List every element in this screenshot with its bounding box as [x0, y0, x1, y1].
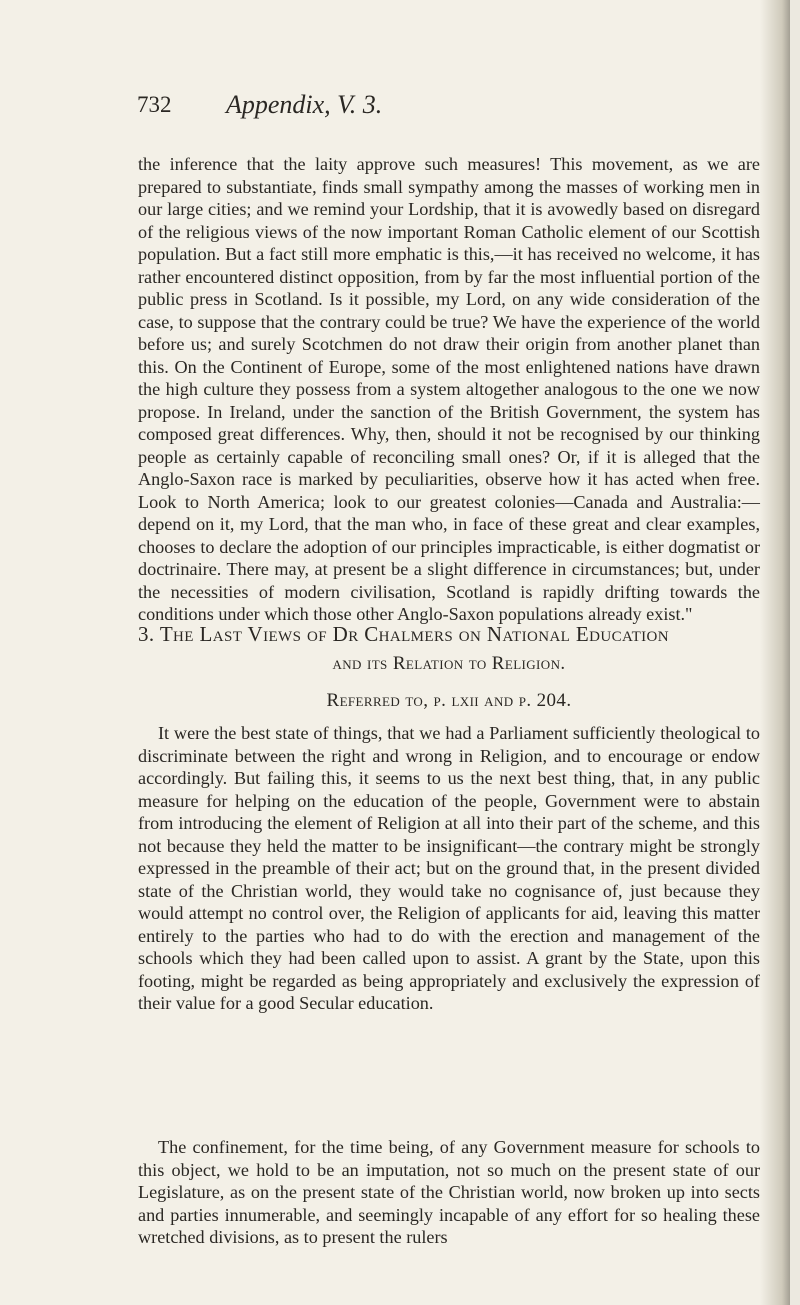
paragraph: [138, 1136, 760, 1249]
paragraph-text: the inference that the laity approve such measures! This movement, as we are prepared to substantiate, finds small sympathy among the masses of working men in our large cities; and we remind your Lordship, that it is avowedly based on disregard of the religious views of the now important Roman Catholic element of our Scottish population. But a fact still more emphatic is this,—it has received no welcome, it has rather encountered distinct opposition, from by far the most influential portion of the public press in Scotland. Is it possible, my Lord, on any wide consideration of the case, to suppose that the contrary could be true? We have the experience of the world before us; and surely Scotchmen do not draw their origin from another planet than this. On the Continent of Europe, some of the most enlightened nations have drawn the high culture they possess from a system altogether analogous to the one we now propose. In Ireland, under the sanction of the British Government, the system has composed great differences. Why, then, should it not be recognised by our thinking people as certainly capable of reconciling small ones? Or, if it is alleged that the Anglo-Saxon race is marked by peculiarities, observe how it has acted when free. Look to North America; look to our greatest colonies—Canada and Australia:—depend on it, my Lord, that the man who, in face of these great and clear examples, chooses to declare the adoption of our principles impracticable, is either dogmatist or doctrinaire. There may, at present be a slight difference in circumstances; but, under the necessities of modern civilisation, Scotland is rapidly drifting towards the conditions under which those other Anglo-Saxon populations already exist.": [138, 154, 760, 624]
section-reference: Referred to, p. lxii and p. 204.: [326, 690, 572, 711]
section-title-continued: and its Relation to Religion.: [332, 653, 566, 674]
page-number: 732: [137, 92, 172, 117]
paragraph-text: It were the best state of things, that we had a Parliament sufficiently theological to discriminate between the right and wrong in Religion, and to encourage or endow accordingly. But failing this, it seems to us the next best thing, that, in any public measure for helping on the education of the people, Government were to abstain from introducing the element of Religion at all into their part of the scheme, and this not because they held the matter to be insignificant—the contrary might be strongly expressed in the preamble of their act; but on the ground that, in the present divided state of the Christian world, they would take no cognisance of, just because they would attempt no control over, the Religion of applicants for aid, leaving this matter entirely to the parties who had to do with the erection and management of the schools which they had been called upon to assist. A grant by the State, upon this footing, might be regarded as being appropriately and exclusively the expression of their value for a good Secular education.: [138, 723, 760, 1013]
paragraph: [138, 722, 760, 1015]
running-title: Appendix, V. 3.: [226, 90, 383, 119]
section-title: 3. The Last Views of Dr Chalmers on National Education: [138, 622, 669, 646]
page-edge: [790, 0, 800, 1305]
paragraph-text: The confinement, for the time being, of any Government measure for schools to this object, we hold to be an imputation, not so much on the present state of our Legislature, as on the present state of the Christian world, now broken up into sects and parties innumerable, and seemingly incapable of any effort for so healing these wretched divisions, as to present the rulers: [138, 1137, 760, 1247]
page-header: [137, 92, 737, 124]
paragraph-continued: [138, 153, 760, 626]
